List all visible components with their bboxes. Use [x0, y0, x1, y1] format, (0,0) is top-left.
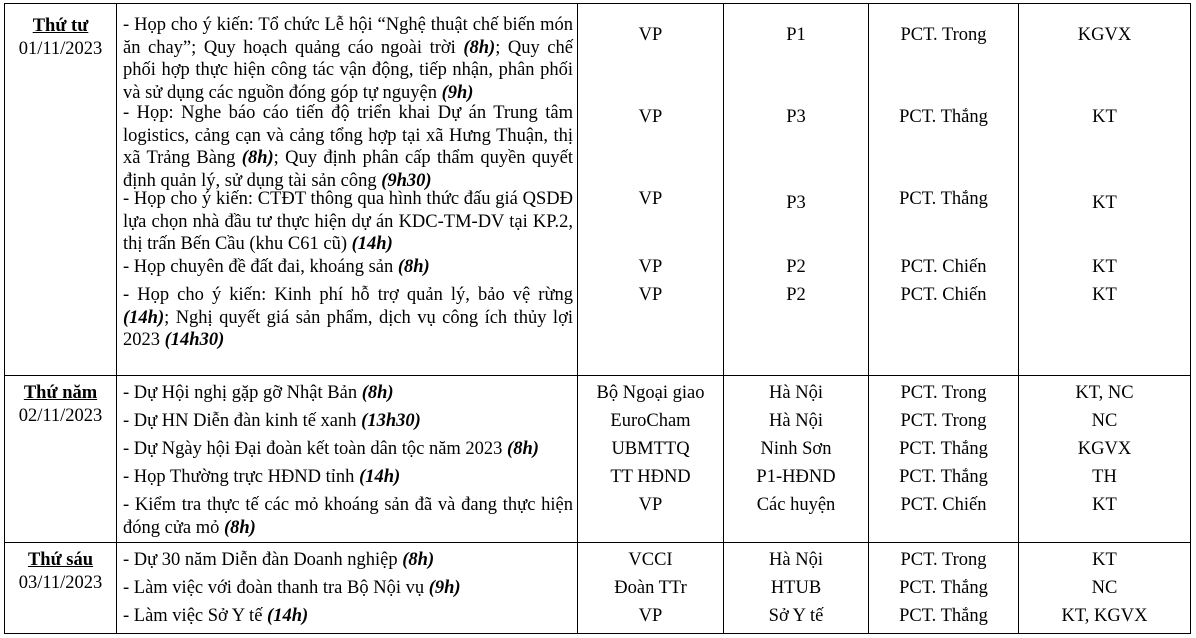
schedule-table	[4, 3, 1191, 634]
day-name: Thứ tư	[32, 16, 89, 36]
place-value: HTUB	[770, 578, 822, 598]
host-value: VP	[638, 285, 663, 305]
prep-value: KT	[1092, 550, 1117, 570]
host-value: VP	[638, 257, 663, 277]
day-row	[5, 376, 1191, 543]
item-time: (14h)	[351, 234, 393, 254]
host-value: Bộ Ngoại giao	[596, 383, 705, 403]
host-value: VP	[638, 107, 663, 127]
prep-cell	[1019, 4, 1191, 376]
item-time: (14h)	[359, 467, 401, 487]
place-value: Hà Nội	[769, 383, 823, 403]
day-date: 02/11/2023	[18, 405, 103, 426]
host-value: EuroCham	[610, 411, 691, 431]
prep-value: KT	[1092, 193, 1117, 213]
item-time: (8h)	[241, 148, 274, 168]
item-text: - Họp: Nghe báo cáo tiến độ triển khai Dự án Trung tâm logistics, cảng cạn và cảng tổng hợp tại xã Hưng Thuận, thị xã Trảng Bàng	[123, 103, 573, 168]
agenda-item	[117, 494, 577, 542]
item-time: (14h)	[267, 606, 309, 626]
day-date: 01/11/2023	[18, 38, 103, 59]
item-text: - Làm việc với đoàn thanh tra Bộ Nội vụ	[123, 578, 429, 598]
place-value: P2	[786, 285, 806, 305]
item-text: - Họp Thường trực HĐND tỉnh	[123, 467, 360, 487]
item-text: - Dự Hội nghị gặp gỡ Nhật Bản	[123, 383, 362, 403]
place-value: Sở Y tế	[768, 606, 824, 626]
host-value: VP	[638, 189, 663, 209]
place-cell	[724, 4, 869, 376]
day-name: Thứ sáu	[27, 550, 94, 570]
prep-value: KT, KGVX	[1061, 606, 1148, 626]
agenda-item	[117, 549, 577, 577]
host-cell	[578, 543, 724, 634]
agenda-item	[117, 466, 577, 494]
agenda-item	[117, 256, 577, 284]
item-time: (8h)	[402, 550, 435, 570]
prep-value: KT	[1092, 257, 1117, 277]
prep-value: KT	[1092, 285, 1117, 305]
lead-value: PCT. Thắng	[899, 467, 988, 487]
prep-value: KT, NC	[1075, 383, 1134, 403]
lead-value: PCT. Trong	[900, 383, 987, 403]
day-date: 03/11/2023	[18, 572, 103, 593]
item-time: (8h)	[223, 517, 256, 538]
item-text: - Dự 30 năm Diễn đàn Doanh nghiệp	[123, 550, 403, 570]
item-time: (9h30)	[381, 170, 432, 191]
prep-value: NC	[1091, 411, 1118, 431]
prep-value: KGVX	[1077, 25, 1132, 45]
content-cell	[117, 543, 578, 634]
place-value: P3	[786, 193, 806, 213]
place-cell	[724, 376, 869, 543]
item-time: (9h)	[441, 82, 474, 103]
item-time: (8h)	[361, 383, 394, 403]
item-text: - Dự Ngày hội Đại đoàn kết toàn dân tộc năm 2023	[123, 439, 508, 459]
item-time: (13h30)	[361, 411, 421, 431]
agenda-item	[117, 102, 577, 191]
agenda-item	[117, 438, 577, 466]
lead-value: PCT. Trong	[900, 411, 987, 431]
item-text: - Họp cho ý kiến: Tổ chức Lễ hội “Nghệ thuật chế biến món ăn chay”; Quy hoạch quảng cáo ngoài trời	[123, 15, 573, 58]
day-cell	[5, 376, 117, 543]
place-value: Hà Nội	[769, 550, 823, 570]
place-value: P3	[786, 107, 806, 127]
lead-value: PCT. Thắng	[899, 189, 988, 209]
prep-value: TH	[1092, 467, 1117, 487]
lead-value: PCT. Thắng	[899, 606, 988, 626]
lead-value: PCT. Thắng	[899, 578, 988, 598]
lead-value: PCT. Chiến	[900, 257, 987, 277]
item-time: (8h)	[463, 37, 496, 58]
agenda-item	[117, 382, 577, 410]
schedule-body	[5, 4, 1191, 634]
agenda-item	[117, 188, 577, 256]
item-text: - Họp cho ý kiến: CTĐT thông qua hình thức đấu giá QSDĐ lựa chọn nhà đầu tư thực hiện dự án KDC-TM-DV tại KP.2, thị trấn Bến Cầu (khu C61 cũ)	[123, 189, 573, 254]
item-text: - Dự HN Diễn đàn kinh tế xanh	[123, 411, 362, 431]
prep-cell	[1019, 376, 1191, 543]
content-cell	[117, 376, 578, 543]
item-time: (14h)	[123, 307, 165, 328]
lead-value: PCT. Thắng	[899, 107, 988, 127]
lead-value: PCT. Trong	[900, 550, 987, 570]
agenda-item	[117, 284, 577, 350]
host-cell	[578, 4, 724, 376]
day-row	[5, 4, 1191, 376]
agenda-item	[117, 577, 577, 605]
place-value: P1	[786, 25, 806, 45]
content-cell	[117, 4, 578, 376]
prep-value: NC	[1091, 578, 1118, 598]
day-cell	[5, 543, 117, 634]
place-value: Hà Nội	[769, 411, 823, 431]
host-value: VCCI	[628, 550, 673, 570]
lead-cell	[869, 543, 1019, 634]
item-text: ; Quy định phân cấp thẩm quyền quyết định quản lý, sử dụng tài sản công	[123, 148, 573, 191]
host-value: Đoàn TTr	[614, 578, 687, 598]
prep-value: KT	[1092, 107, 1117, 127]
lead-cell	[869, 376, 1019, 543]
prep-value: KT	[1092, 495, 1117, 515]
item-time: (8h)	[397, 257, 430, 277]
host-value: UBMTTQ	[611, 439, 690, 459]
lead-value: PCT. Chiến	[900, 495, 987, 515]
host-value: VP	[638, 495, 663, 515]
place-value: P2	[786, 257, 806, 277]
lead-cell	[869, 4, 1019, 376]
place-cell	[724, 543, 869, 634]
host-value: TT HĐND	[610, 467, 691, 487]
day-row	[5, 543, 1191, 634]
agenda-item	[117, 410, 577, 438]
place-value: Ninh Sơn	[760, 439, 832, 459]
item-text: - Họp chuyên đề đất đai, khoáng sản	[123, 257, 398, 277]
day-cell	[5, 4, 117, 376]
host-cell	[578, 376, 724, 543]
lead-value: PCT. Chiến	[900, 285, 987, 305]
item-time: (8h)	[507, 439, 539, 459]
item-time: (14h30)	[164, 330, 225, 350]
place-value: Các huyện	[756, 495, 836, 515]
item-text: ; Nghị quyết giá sản phẩm, dịch vụ công ích thủy lợi 2023	[123, 307, 573, 350]
item-text: - Họp cho ý kiến: Kinh phí hỗ trợ quản lý, bảo vệ rừng	[123, 285, 573, 305]
agenda-item	[117, 605, 577, 633]
agenda-item	[117, 14, 577, 102]
item-time: (9h)	[428, 578, 461, 598]
prep-value: KGVX	[1077, 439, 1132, 459]
host-value: VP	[638, 606, 663, 626]
item-text: - Kiểm tra thực tế các mỏ khoáng sản đã và đang thực hiện đóng cửa mỏ	[123, 495, 573, 538]
place-value: P1-HĐND	[756, 467, 836, 487]
item-text: ; Quy chế phối hợp thực hiện công tác vận động, tiếp nhận, phân phối và sử dụng các nguồn đóng góp tự nguyện	[123, 37, 573, 103]
lead-value: PCT. Trong	[900, 25, 987, 45]
lead-value: PCT. Thắng	[899, 439, 988, 459]
prep-cell	[1019, 543, 1191, 634]
host-value: VP	[638, 25, 663, 45]
day-name: Thứ năm	[23, 383, 98, 403]
item-text: - Làm việc Sở Y tế	[123, 606, 268, 626]
